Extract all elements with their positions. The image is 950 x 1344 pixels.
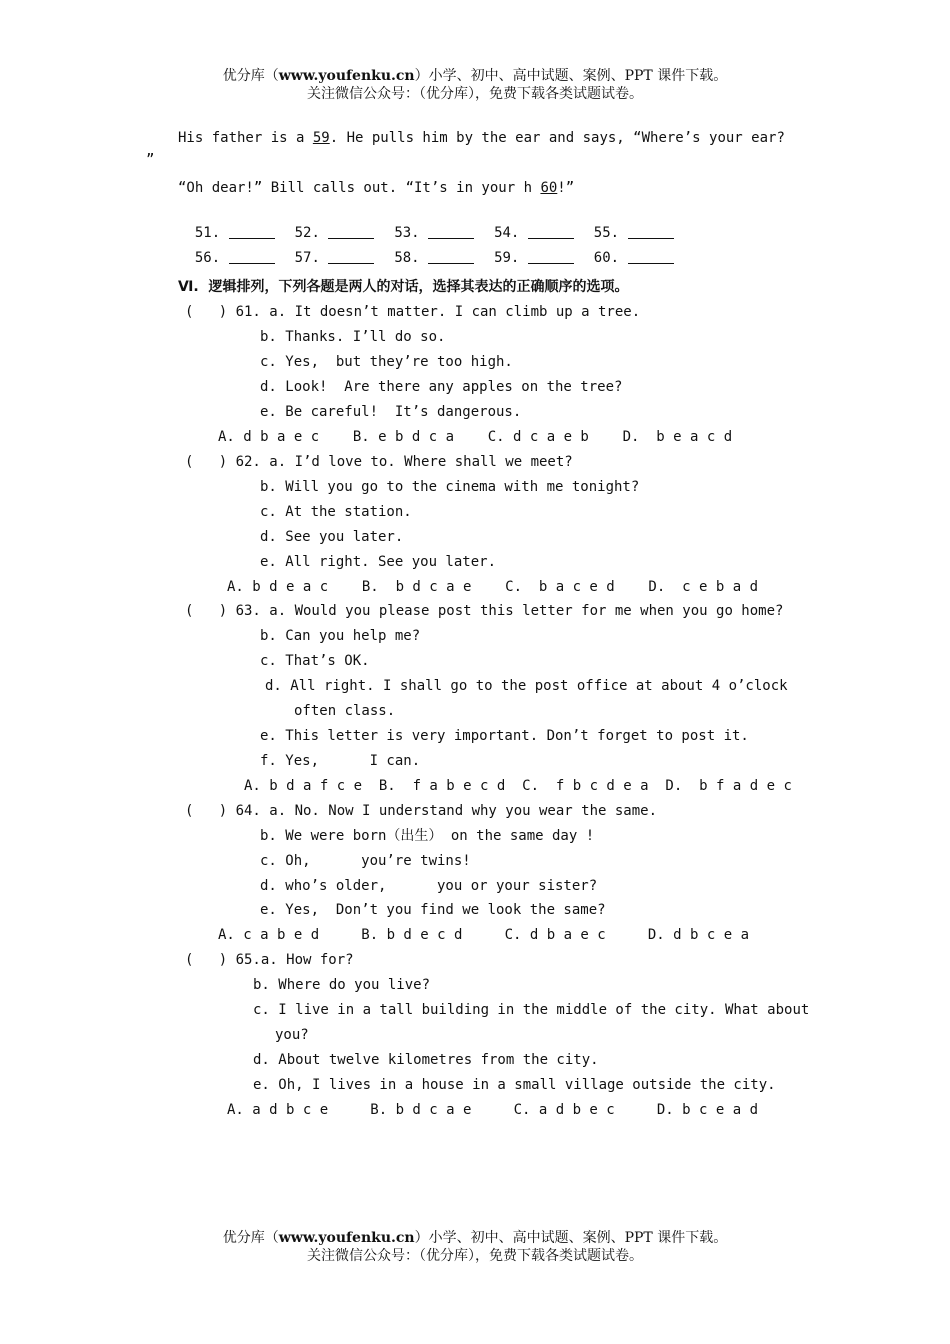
answer-blank[interactable]: [428, 249, 474, 264]
page-header-line1: [0, 67, 950, 85]
header-site-link[interactable]: www.youfenku.cn: [278, 68, 415, 84]
answer-blank[interactable]: [328, 249, 374, 264]
answer-label: 54.: [494, 225, 520, 241]
q64-choices: A. c a b e d B. b d e c d C. d b a e c D. d b c e a: [218, 927, 750, 943]
footer-text-2: ）小学、初中、高中试题、案例、PPT 课件下载。: [414, 1230, 728, 1246]
answer-blank[interactable]: [528, 249, 574, 264]
question-62: ( ) 62. a. I’d love to. Where shall we meet?: [185, 454, 573, 470]
passage-line-1: [178, 128, 785, 148]
section-6-heading: Ⅵ. 逻辑排列，下列各题是两人的对话，选择其表达的正确顺序的选项。: [178, 279, 629, 295]
q65-option-e: e. Oh, I lives in a house in a small village outside the city.: [253, 1077, 776, 1093]
passage-text: !”: [557, 180, 575, 196]
answer-label: 55.: [593, 225, 620, 241]
q62-option-e: e. All right. See you later.: [260, 554, 497, 570]
q65-choices: A. a d b c e B. b d c a e C. a d b e c D. b c e a d: [227, 1102, 759, 1118]
page-footer-line1: [0, 1229, 950, 1247]
answer-label: 58.: [394, 250, 420, 266]
q63-option-d: d. All right. I shall go to the post office at about 4 o’clock: [265, 678, 788, 694]
page-footer-line2: 关注微信公众号：（优分库），免费下载各类试题试卷。: [307, 1248, 643, 1264]
answer-label: 56.: [194, 250, 221, 266]
blank-number-60: 60: [540, 180, 558, 196]
answer-row-2: [178, 228, 694, 268]
q65-option-c-cont: you?: [275, 1027, 309, 1043]
q64-option-e: e. Yes, Don’t you find we look the same?: [260, 902, 606, 918]
q65-option-c: c. I live in a tall building in the middle of the city. What about: [253, 1002, 810, 1018]
q63-option-f: f. Yes, I can.: [260, 753, 421, 769]
footer-site-link[interactable]: www.youfenku.cn: [278, 1230, 415, 1246]
q62-choices: A. b d e a c B. b d c a e C. b a c e d D. c e b a d: [227, 579, 759, 595]
question-63: ( ) 63. a. Would you please post this letter for me when you go home?: [185, 603, 784, 619]
header-text: 优分库（: [222, 68, 279, 84]
answer-label: 59.: [494, 250, 520, 266]
q64-option-c: c. Oh, you’re twins!: [260, 853, 471, 869]
q63-choices: A. b d a f c e B. f a b e c d C. f b c d e a D. b f a d e c: [244, 778, 792, 794]
q61-option-b: b. Thanks. I’ll do so.: [260, 329, 446, 345]
q65-option-d: d. About twelve kilometres from the city.: [253, 1052, 599, 1068]
q61-option-c: c. Yes, but they’re too high.: [260, 354, 513, 370]
header-text-2: ）小学、初中、高中试题、案例、PPT 课件下载。: [414, 68, 728, 84]
answer-blank[interactable]: [229, 249, 275, 264]
passage-text: His father is a: [178, 130, 313, 146]
answer-label: 60.: [593, 250, 620, 266]
answer-label: 57.: [294, 250, 320, 266]
answer-blank[interactable]: [628, 249, 674, 264]
question-64: ( ) 64. a. No. Now I understand why you wear the same.: [185, 803, 658, 819]
footer-text: 优分库（: [222, 1230, 279, 1246]
answer-label: 53.: [394, 225, 420, 241]
q62-option-c: c. At the station.: [260, 504, 412, 520]
q61-option-e: e. Be careful! It’s dangerous.: [260, 404, 522, 420]
q63-option-c: c. That’s OK.: [260, 653, 370, 669]
passage-line-1-end: ”: [146, 152, 155, 168]
question-65: ( ) 65.a. How for?: [185, 952, 354, 968]
q64-option-d: d. who’s older, you or your sister?: [260, 878, 598, 894]
q61-choices: A. d b a e c B. e b d c a C. d c a e b D. b e a c d: [218, 429, 733, 445]
answer-label: 51.: [194, 225, 221, 241]
q63-option-d-cont: often class.: [294, 703, 396, 719]
answer-label: 52.: [294, 225, 320, 241]
q64-option-b: b. We were born（出生） on the same day !: [260, 828, 595, 844]
q63-option-e: e. This letter is very important. Don’t forget to post it.: [260, 728, 749, 744]
q65-option-b: b. Where do you live?: [253, 977, 431, 993]
question-61: ( ) 61. a. It doesn’t matter. I can climb up a tree.: [185, 304, 641, 320]
q63-option-b: b. Can you help me?: [260, 628, 421, 644]
passage-text: . He pulls him by the ear and says, “Where’s your ear?: [329, 130, 785, 146]
q62-option-d: d. See you later.: [260, 529, 404, 545]
blank-number-59: 59: [312, 130, 330, 146]
passage-line-2: [178, 178, 574, 198]
q62-option-b: b. Will you go to the cinema with me tonight?: [260, 479, 640, 495]
q61-option-d: d. Look! Are there any apples on the tree?: [260, 379, 623, 395]
passage-text: “Oh dear!” Bill calls out. “It’s in your h: [178, 180, 541, 196]
page-header-line2: 关注微信公众号：（优分库），免费下载各类试题试卷。: [307, 86, 643, 102]
